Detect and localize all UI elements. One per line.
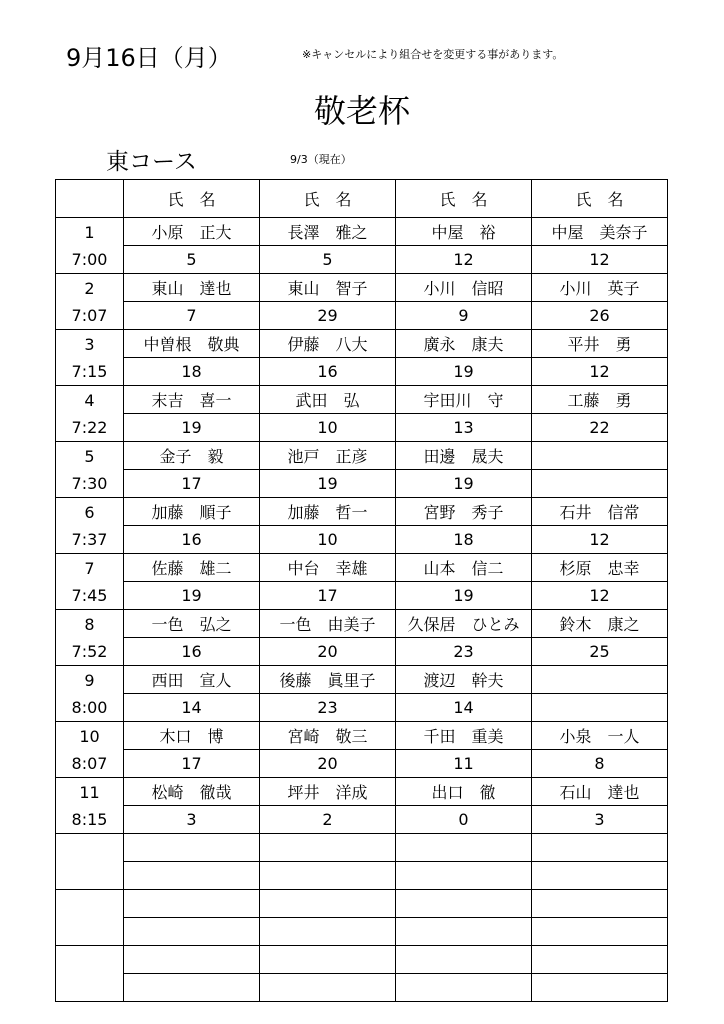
empty-group-cell — [56, 834, 124, 890]
group-number: 6 — [84, 502, 95, 522]
player-handicap: 20 — [260, 638, 396, 666]
page-title: 敬老杯 — [313, 92, 410, 130]
player-handicap: 20 — [260, 750, 396, 778]
player-handicap: 22 — [532, 414, 668, 442]
player-handicap: 10 — [260, 414, 396, 442]
player-handicap: 19 — [260, 470, 396, 498]
column-header: 氏 名 — [532, 180, 668, 218]
group-cell — [56, 554, 124, 610]
group-handicap-row — [56, 806, 668, 834]
group-column-header — [56, 180, 124, 218]
player-name: 鈴木 康之 — [532, 610, 668, 638]
group-handicap-row — [56, 638, 668, 666]
player-name: 久保居 ひとみ — [396, 610, 532, 638]
empty-cell — [396, 890, 532, 918]
player-handicap: 12 — [396, 246, 532, 274]
empty-cell — [260, 834, 396, 862]
pairings-table — [55, 179, 668, 1002]
player-handicap: 16 — [124, 638, 260, 666]
empty-cell — [124, 862, 260, 890]
empty-cell — [260, 918, 396, 946]
player-handicap: 25 — [532, 638, 668, 666]
player-name: 加藤 哲一 — [260, 498, 396, 526]
group-name-row — [56, 722, 668, 750]
player-handicap: 16 — [124, 526, 260, 554]
empty-cell — [532, 890, 668, 918]
empty-cell — [396, 918, 532, 946]
player-handicap: 23 — [260, 694, 396, 722]
player-name: 宮崎 敬三 — [260, 722, 396, 750]
player-name: 東山 達也 — [124, 274, 260, 302]
player-handicap: 3 — [124, 806, 260, 834]
player-name: 千田 重美 — [396, 722, 532, 750]
group-number: 9 — [84, 670, 95, 690]
player-handicap: 19 — [396, 470, 532, 498]
player-handicap: 5 — [260, 246, 396, 274]
player-handicap — [532, 694, 668, 722]
course-name: 東コース — [106, 149, 197, 175]
player-name: 山本 信二 — [396, 554, 532, 582]
empty-cell — [124, 946, 260, 974]
empty-row — [56, 834, 668, 862]
group-number: 8 — [84, 614, 95, 634]
player-handicap: 19 — [396, 358, 532, 386]
group-cell — [56, 386, 124, 442]
player-name: 長澤 雅之 — [260, 218, 396, 246]
tee-time: 8:15 — [71, 809, 108, 829]
empty-group-cell — [56, 890, 124, 946]
tee-time: 7:45 — [71, 585, 108, 605]
player-name — [532, 666, 668, 694]
empty-row — [56, 974, 668, 1002]
player-name: 後藤 眞里子 — [260, 666, 396, 694]
group-name-row — [56, 442, 668, 470]
group-number: 7 — [84, 558, 95, 578]
player-name: 小原 正大 — [124, 218, 260, 246]
player-name: 平井 勇 — [532, 330, 668, 358]
player-name: 池戸 正彦 — [260, 442, 396, 470]
tee-time: 8:07 — [71, 753, 108, 773]
empty-row — [56, 946, 668, 974]
group-cell — [56, 778, 124, 834]
empty-cell — [532, 974, 668, 1002]
player-name: 中屋 裕 — [396, 218, 532, 246]
group-name-row — [56, 778, 668, 806]
player-handicap: 18 — [396, 526, 532, 554]
player-name: 中曽根 敬典 — [124, 330, 260, 358]
player-name: 金子 毅 — [124, 442, 260, 470]
player-name: 西田 宣人 — [124, 666, 260, 694]
player-name: 木口 博 — [124, 722, 260, 750]
column-header: 氏 名 — [124, 180, 260, 218]
player-name: 小川 信昭 — [396, 274, 532, 302]
group-cell — [56, 330, 124, 386]
player-name: 宮野 秀子 — [396, 498, 532, 526]
player-handicap: 17 — [260, 582, 396, 610]
player-handicap: 18 — [124, 358, 260, 386]
group-cell — [56, 442, 124, 498]
player-name: 小川 英子 — [532, 274, 668, 302]
player-handicap: 5 — [124, 246, 260, 274]
empty-cell — [260, 862, 396, 890]
player-name: 中台 幸雄 — [260, 554, 396, 582]
player-name: 石井 信常 — [532, 498, 668, 526]
player-handicap: 29 — [260, 302, 396, 330]
player-name: 中屋 美奈子 — [532, 218, 668, 246]
player-handicap: 13 — [396, 414, 532, 442]
group-cell — [56, 666, 124, 722]
player-name: 石山 達也 — [532, 778, 668, 806]
player-name: 渡辺 幹夫 — [396, 666, 532, 694]
player-name: 小泉 一人 — [532, 722, 668, 750]
player-name: 田邊 晟夫 — [396, 442, 532, 470]
group-cell — [56, 722, 124, 778]
group-number: 5 — [84, 446, 95, 466]
group-handicap-row — [56, 694, 668, 722]
group-name-row — [56, 274, 668, 302]
group-number: 10 — [79, 726, 100, 746]
group-name-row — [56, 330, 668, 358]
empty-cell — [532, 946, 668, 974]
as-of-date: 9/3（現在） — [290, 153, 352, 166]
player-handicap: 12 — [532, 358, 668, 386]
player-handicap: 8 — [532, 750, 668, 778]
group-cell — [56, 274, 124, 330]
empty-cell — [532, 918, 668, 946]
group-handicap-row — [56, 526, 668, 554]
empty-cell — [124, 834, 260, 862]
player-name: 東山 智子 — [260, 274, 396, 302]
player-name: 廣永 康夫 — [396, 330, 532, 358]
player-handicap: 10 — [260, 526, 396, 554]
player-handicap: 3 — [532, 806, 668, 834]
group-handicap-row — [56, 246, 668, 274]
group-handicap-row — [56, 582, 668, 610]
tee-time: 7:30 — [71, 473, 108, 493]
tee-time: 7:07 — [71, 305, 108, 325]
group-handicap-row — [56, 414, 668, 442]
player-name: 工藤 勇 — [532, 386, 668, 414]
player-handicap: 16 — [260, 358, 396, 386]
group-handicap-row — [56, 750, 668, 778]
player-handicap — [532, 470, 668, 498]
group-number: 11 — [79, 782, 100, 802]
tee-time: 7:22 — [71, 417, 108, 437]
group-name-row — [56, 386, 668, 414]
player-handicap: 9 — [396, 302, 532, 330]
group-number: 2 — [84, 278, 95, 298]
group-cell — [56, 610, 124, 666]
player-name: 宇田川 守 — [396, 386, 532, 414]
column-header: 氏 名 — [260, 180, 396, 218]
group-handicap-row — [56, 302, 668, 330]
group-name-row — [56, 610, 668, 638]
player-handicap: 11 — [396, 750, 532, 778]
player-name: 杉原 忠幸 — [532, 554, 668, 582]
group-number: 3 — [84, 334, 95, 354]
player-handicap: 19 — [396, 582, 532, 610]
group-cell — [56, 498, 124, 554]
player-name: 伊藤 八大 — [260, 330, 396, 358]
empty-row — [56, 918, 668, 946]
empty-cell — [396, 834, 532, 862]
group-number: 1 — [84, 222, 95, 242]
empty-cell — [124, 918, 260, 946]
player-handicap: 23 — [396, 638, 532, 666]
group-number: 4 — [84, 390, 95, 410]
player-name: 一色 弘之 — [124, 610, 260, 638]
group-name-row — [56, 498, 668, 526]
empty-cell — [396, 946, 532, 974]
player-name: 坪井 洋成 — [260, 778, 396, 806]
player-handicap: 14 — [124, 694, 260, 722]
player-name: 出口 徹 — [396, 778, 532, 806]
player-name: 佐藤 雄二 — [124, 554, 260, 582]
player-name: 一色 由美子 — [260, 610, 396, 638]
player-handicap: 19 — [124, 582, 260, 610]
empty-cell — [260, 890, 396, 918]
empty-cell — [260, 946, 396, 974]
player-name: 松崎 徹哉 — [124, 778, 260, 806]
tee-time: 7:52 — [71, 641, 108, 661]
player-name: 加藤 順子 — [124, 498, 260, 526]
empty-row — [56, 862, 668, 890]
empty-row — [56, 890, 668, 918]
group-handicap-row — [56, 470, 668, 498]
empty-cell — [396, 974, 532, 1002]
empty-cell — [532, 834, 668, 862]
tee-time: 7:15 — [71, 361, 108, 381]
player-name — [532, 442, 668, 470]
tee-time: 8:00 — [71, 697, 108, 717]
player-handicap: 19 — [124, 414, 260, 442]
player-handicap: 12 — [532, 526, 668, 554]
player-name: 武田 弘 — [260, 386, 396, 414]
player-handicap: 12 — [532, 246, 668, 274]
player-handicap: 2 — [260, 806, 396, 834]
column-header: 氏 名 — [396, 180, 532, 218]
empty-cell — [124, 974, 260, 1002]
group-name-row — [56, 554, 668, 582]
group-name-row — [56, 218, 668, 246]
tee-time: 7:37 — [71, 529, 108, 549]
player-handicap: 7 — [124, 302, 260, 330]
event-date: 9月16日（月） — [66, 44, 232, 72]
empty-group-cell — [56, 946, 124, 1002]
player-handicap: 12 — [532, 582, 668, 610]
empty-cell — [396, 862, 532, 890]
cancellation-notice: ※キャンセルにより組合せを変更する事があります。 — [302, 48, 564, 61]
player-handicap: 17 — [124, 470, 260, 498]
empty-cell — [260, 974, 396, 1002]
player-name: 末吉 喜一 — [124, 386, 260, 414]
group-handicap-row — [56, 358, 668, 386]
player-handicap: 14 — [396, 694, 532, 722]
empty-cell — [124, 890, 260, 918]
group-name-row — [56, 666, 668, 694]
player-handicap: 17 — [124, 750, 260, 778]
player-handicap: 0 — [396, 806, 532, 834]
empty-cell — [532, 862, 668, 890]
tee-time: 7:00 — [71, 249, 108, 269]
group-cell — [56, 218, 124, 274]
header-row — [56, 180, 668, 218]
player-handicap: 26 — [532, 302, 668, 330]
